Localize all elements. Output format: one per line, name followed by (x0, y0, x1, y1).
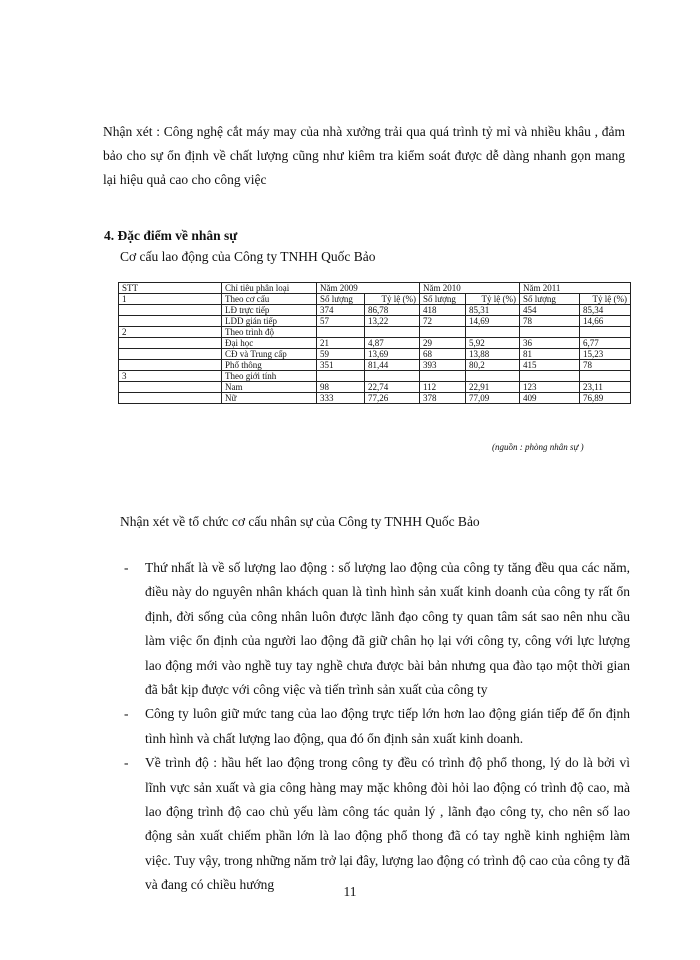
row-label: CĐ và Trung cấp (222, 349, 317, 360)
comments-title: Nhận xét về tổ chức cơ cấu nhân sự của Công ty TNHH Quốc Bảo (120, 514, 480, 529)
cell-value: 112 (420, 382, 466, 393)
list-item-text: Về trình độ : hầu hết lao động trong công ty đều có trình độ phổ thong, lý do là bởi vì lĩnh vực sản xuất và gia công hàng may mặc không đòi hỏi lao động có trình độ cao, mà lao động trình độ cao chủ yếu làm công tác quản lý , lãnh đạo công ty, cho nên số lao động sản xuất chiếm phần lớn là lao động phổ thong đã có tay nghề kinh nghiệm làm việc. Tuy vậy, trong những năm trở lại đây, lượng lao động có trình độ cao của công ty đã và đang có chiều hướng (145, 755, 630, 893)
page-number: 11 (343, 884, 357, 899)
cell-value: 14,66 (580, 316, 631, 327)
cell-value: 21 (317, 338, 365, 349)
cell-value: 14,69 (466, 316, 520, 327)
table-source-note: (nguồn : phòng nhân sự ) (492, 442, 584, 452)
header-2009: Năm 2009 (317, 283, 420, 294)
row-label: Đại học (222, 338, 317, 349)
group-label: Theo trình độ (222, 327, 317, 338)
subheader-pct: Tỷ lệ (%) (466, 294, 520, 305)
labor-structure-table (118, 282, 631, 404)
cell-value: 454 (520, 305, 580, 316)
table-row (119, 349, 631, 360)
cell-value: 76,89 (580, 393, 631, 404)
cell-value: 13,88 (466, 349, 520, 360)
cell-value: 6,77 (580, 338, 631, 349)
table-row (119, 393, 631, 404)
cell-value: 351 (317, 360, 365, 371)
cell-value: 77,09 (466, 393, 520, 404)
cell-value: 78 (520, 316, 580, 327)
row-label: LDD gián tiếp (222, 316, 317, 327)
cell-value: 98 (317, 382, 365, 393)
cell-value: 72 (420, 316, 466, 327)
cell-value: 13,22 (365, 316, 420, 327)
list-item-text: Thứ nhất là về số lượng lao động : số lượng lao động của công ty tăng đều qua các năm, điều này do nguyên nhân khách quan là tình hình sản xuất kinh doanh của công ty rất ổn định, đời sống của công nhân luôn được lãnh đạo công ty quan tâm sát sao nên nhu cầu làm việc ổn định của người lao động đã giữ chân họ lại với công ty, công với lực lượng lao động mới vào nghề tuy tay nghề chưa được bài bản nhưng qua đào tạo một thời gian đã bắt kịp được với công việc và tiến trình sản xuất của công ty (145, 560, 630, 698)
cell-value: 393 (420, 360, 466, 371)
cell-value: 5,92 (466, 338, 520, 349)
cell-value: 59 (317, 349, 365, 360)
cell-value: 4,87 (365, 338, 420, 349)
subheader-pct: Tỷ lệ (%) (365, 294, 420, 305)
group-number: 3 (119, 371, 222, 382)
table-row (119, 360, 631, 371)
cell-value: 85,31 (466, 305, 520, 316)
row-label: Nữ (222, 393, 317, 404)
cell-value: 78 (580, 360, 631, 371)
cell-value: 22,91 (466, 382, 520, 393)
cell-value: 13,69 (365, 349, 420, 360)
section-heading: 4. Đặc điểm về nhân sự (104, 228, 238, 243)
intro-paragraph: Nhận xét : Công nghệ cắt máy may của nhà xưởng trải qua quá trình tỷ mỉ và nhiều khâu , đảm bảo cho sự ổn định về chất lượng cũng như kiêm tra kiểm soát được dễ dàng nhanh gọn mang lại hiệu quả cao cho công việc (103, 124, 625, 187)
subheader-pct: Tỷ lệ (%) (580, 294, 631, 305)
table-row (119, 316, 631, 327)
cell-value: 68 (420, 349, 466, 360)
cell-value: 85,34 (580, 305, 631, 316)
list-item-text: Công ty luôn giữ mức tang của lao động trực tiếp lớn hơn lao động gián tiếp để ổn định tình hình và chất lượng lao động, qua đó ổn định sản xuất kinh doanh. (145, 706, 630, 746)
group-row-education (119, 327, 631, 338)
table-row (119, 338, 631, 349)
cell-value: 81 (520, 349, 580, 360)
list-item (120, 702, 630, 751)
cell-value: 418 (420, 305, 466, 316)
cell-value: 23,11 (580, 382, 631, 393)
row-label: Nam (222, 382, 317, 393)
group-label: Theo giới tính (222, 371, 317, 382)
cell-value: 80,2 (466, 360, 520, 371)
cell-value: 123 (520, 382, 580, 393)
group-row-structure (119, 294, 631, 305)
cell-value: 333 (317, 393, 365, 404)
cell-value: 374 (317, 305, 365, 316)
list-item (120, 556, 630, 702)
bullet-dash: - (124, 560, 129, 575)
cell-value: 15,23 (580, 349, 631, 360)
cell-value: 86,78 (365, 305, 420, 316)
subheader-qty: Số lượng (420, 294, 466, 305)
header-stt: STT (119, 283, 222, 294)
table-row (119, 305, 631, 316)
table-caption: Cơ cấu lao động của Công ty TNHH Quốc Bảo (120, 249, 376, 264)
row-label: Phổ thông (222, 360, 317, 371)
table-row (119, 382, 631, 393)
subheader-qty: Số lượng (520, 294, 580, 305)
list-item (120, 751, 630, 897)
group-number: 1 (119, 294, 222, 305)
header-2010: Năm 2010 (420, 283, 520, 294)
cell-value: 22,74 (365, 382, 420, 393)
cell-value: 57 (317, 316, 365, 327)
bullet-dash: - (124, 706, 129, 722)
comments-list (120, 556, 630, 898)
bullet-dash: - (124, 755, 129, 771)
table-header-row (119, 283, 631, 294)
group-label: Theo cơ cấu (222, 294, 317, 305)
cell-value: 77,26 (365, 393, 420, 404)
header-criteria: Chỉ tiêu phân loại (222, 283, 317, 294)
subheader-qty: Số lượng (317, 294, 365, 305)
cell-value: 81,44 (365, 360, 420, 371)
cell-value: 415 (520, 360, 580, 371)
row-label: LĐ trực tiếp (222, 305, 317, 316)
header-2011: Năm 2011 (520, 283, 631, 294)
cell-value: 378 (420, 393, 466, 404)
group-number: 2 (119, 327, 222, 338)
cell-value: 29 (420, 338, 466, 349)
group-row-gender (119, 371, 631, 382)
cell-value: 409 (520, 393, 580, 404)
cell-value: 36 (520, 338, 580, 349)
